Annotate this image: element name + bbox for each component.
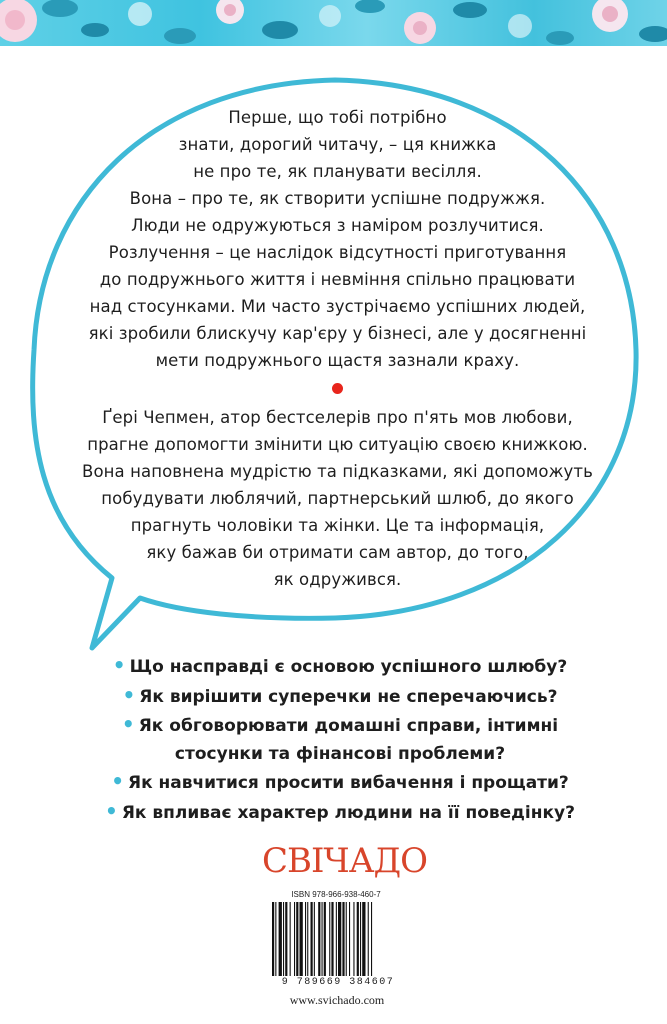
text-line: побудувати люблячий, партнерський шлюб, до якого — [101, 489, 574, 508]
bubble-description — [70, 104, 605, 593]
bullet-icon: • — [112, 653, 126, 677]
question-text: Як впливає характер людини на її поведінку? — [121, 802, 575, 823]
text-line: Вона – про те, як створити успішне подружжя. — [129, 189, 546, 208]
question-text: стосунки та фінансові проблеми? — [174, 743, 506, 764]
text-line: не про те, як планувати весілля. — [193, 162, 482, 181]
question-item — [60, 711, 620, 768]
text-line: яку бажав би отримати сам автор, до того, — [146, 543, 529, 562]
text-line: які зробили блискучу кар'єру у бізнесі, але у досягненні — [88, 324, 587, 343]
text-line: мети подружнього щастя зазнали краху. — [155, 351, 520, 370]
text-line: знати, дорогий читачу, – ця книжка — [178, 135, 497, 154]
question-list — [60, 652, 620, 827]
publisher-logo: СВІЧАДО — [262, 841, 427, 881]
text-line: Перше, що тобі потрібно — [228, 108, 447, 127]
text-line: Розлучення – це наслідок відсутності приготування — [108, 243, 567, 262]
question-item — [60, 768, 620, 798]
publisher-website[interactable]: www.svichado.com — [289, 993, 385, 1007]
barcode-digits: 9 789669 384607 — [281, 977, 395, 988]
text-line: як одружився. — [273, 570, 402, 589]
barcode-icon — [268, 902, 408, 978]
question-text: Як обговорювати домашні справи, інтимні — [138, 716, 559, 736]
question-item — [60, 682, 620, 712]
bullet-icon: • — [105, 798, 118, 823]
description-paragraph-1 — [70, 104, 605, 374]
question-item — [60, 798, 620, 828]
text-line: Вона наповнена мудрістю та підказками, які допоможуть — [82, 462, 593, 481]
question-text: Як вирішити суперечки не сперечаючись? — [139, 686, 558, 707]
bullet-icon: • — [122, 682, 136, 707]
text-line: прагне допомогти змінити цю ситуацію своєю книжкою. — [87, 435, 588, 454]
text-line: прагнуть чоловіки та жінки. Це та інформація, — [130, 516, 545, 535]
question-item — [60, 652, 620, 682]
question-text: Як навчитися просити вибачення і прощати? — [127, 773, 569, 793]
red-dot-separator — [332, 383, 343, 394]
question-text: Що насправді є основою успішного шлюбу? — [129, 657, 568, 677]
text-line: Ґері Чепмен, атор бестселерів про п'ять мов любови, — [102, 408, 573, 427]
bullet-icon: • — [111, 769, 124, 793]
text-line: до подружнього життя і невміння спільно працювати — [99, 270, 576, 289]
bullet-icon: • — [121, 712, 135, 736]
isbn-label: ISBN 978-966-938-460-7 — [291, 890, 381, 899]
text-line: Люди не одружуються з наміром розлучитися. — [131, 216, 544, 235]
description-paragraph-2 — [70, 404, 605, 593]
text-line: над стосунками. Ми часто зустрічаємо успішних людей, — [89, 297, 586, 316]
